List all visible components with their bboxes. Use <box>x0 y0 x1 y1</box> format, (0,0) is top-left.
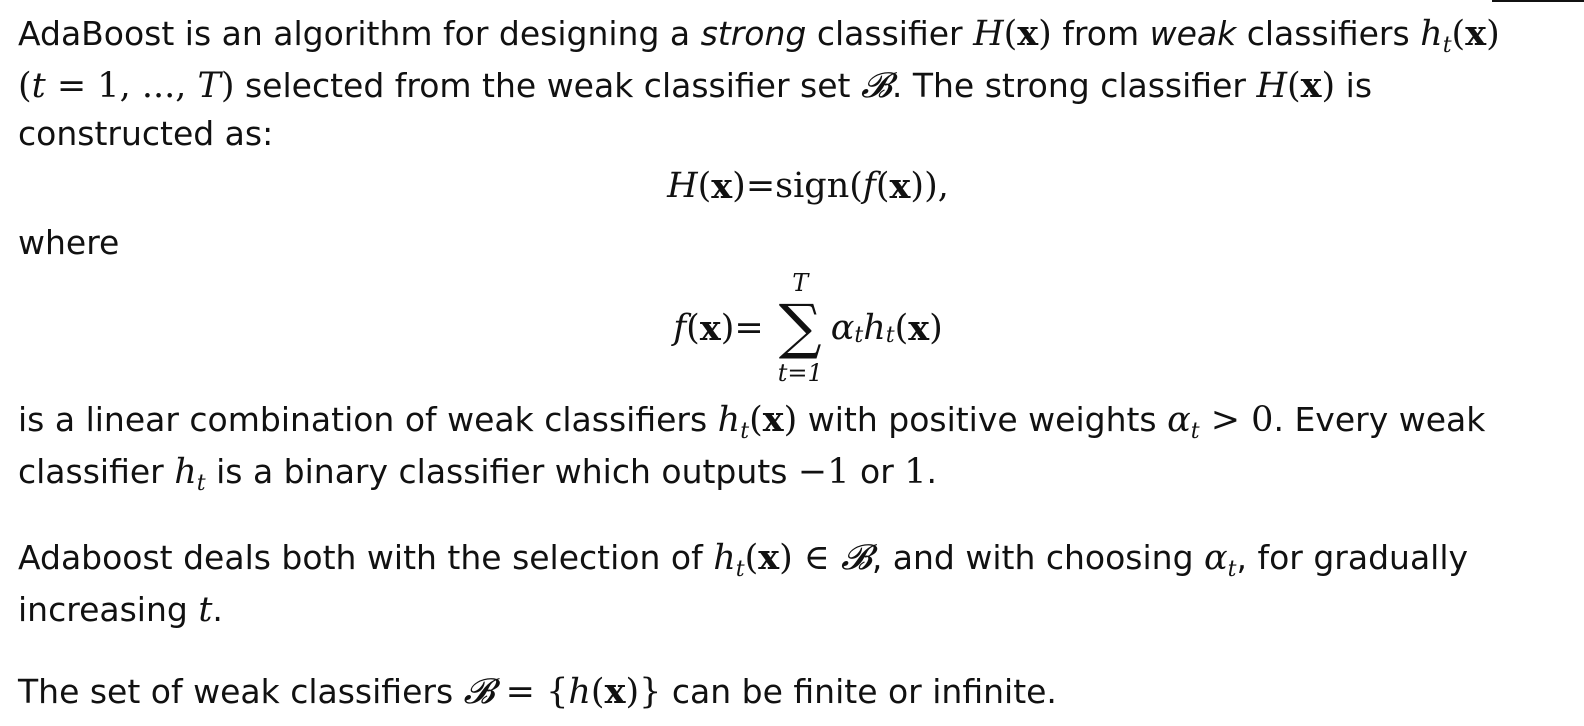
math-element-of: ∈ <box>792 538 841 578</box>
math-H: H <box>667 165 698 206</box>
math-paren: ( <box>749 400 763 440</box>
document-page <box>18 10 1558 716</box>
paragraph-gap <box>18 500 1558 534</box>
text-segment: or <box>849 452 905 491</box>
set-paragraph <box>18 668 1558 716</box>
math-equals: = <box>745 165 776 206</box>
sum-sign: ∑ <box>778 292 822 362</box>
math-paren: ) <box>1486 14 1500 54</box>
math-paren: ( <box>1003 14 1018 54</box>
math-paren: ) <box>783 400 798 440</box>
math-subscript-t: t <box>854 322 864 348</box>
math-paren: ( <box>875 165 890 206</box>
emphasis-weak: weak <box>1149 14 1237 53</box>
top-right-rule <box>1492 0 1584 2</box>
math-paren: ( <box>744 538 759 578</box>
math-paren: ) <box>779 538 793 578</box>
emphasis-strong: strong <box>700 14 807 53</box>
math-bold-x: x <box>758 537 780 578</box>
selection-paragraph-line-2 <box>18 586 1558 634</box>
intro-paragraph-line-1 <box>18 10 1558 62</box>
math-H: H <box>1256 66 1287 106</box>
math-T: T <box>197 66 221 106</box>
text-segment: is a binary classifier which outputs <box>205 452 798 491</box>
math-f: f <box>862 165 876 206</box>
math-paren: ( <box>894 307 909 348</box>
math-alpha: α <box>830 307 855 348</box>
math-subscript-t: t <box>735 557 745 582</box>
math-minus-one: −1 <box>797 452 850 492</box>
math-paren: ( <box>697 165 712 206</box>
math-paren: ) <box>732 165 746 206</box>
where-label: where <box>18 223 120 262</box>
math-comma: , <box>937 165 949 206</box>
text-segment: with positive weights <box>797 400 1168 439</box>
math-bold-x: x <box>762 399 784 440</box>
selection-paragraph-line-1 <box>18 534 1558 586</box>
math-paren: ( <box>590 672 605 712</box>
math-t: t <box>31 66 46 106</box>
math-paren: ) <box>625 672 640 712</box>
math-paren: ( <box>1451 14 1466 54</box>
math-bold-x: x <box>908 307 930 349</box>
math-paren: ) <box>720 307 735 348</box>
text-segment: . <box>926 452 938 491</box>
text-segment: classifier <box>18 452 175 491</box>
math-bold-x: x <box>1465 13 1487 54</box>
math-equals: = <box>734 307 764 348</box>
text-segment: . <box>212 590 223 629</box>
math-h: h <box>568 672 591 712</box>
math-subscript-t: t <box>1442 33 1452 58</box>
math-h: h <box>1420 14 1443 54</box>
math-paren: ( <box>686 307 700 348</box>
math-h: h <box>713 538 736 578</box>
math-bold-x: x <box>711 165 733 207</box>
math-paren: ) <box>929 307 943 348</box>
math-paren: ( <box>18 66 32 106</box>
math-subscript-t: t <box>1227 557 1237 582</box>
math-set-B: 𝓑 <box>463 672 495 712</box>
math-set-B: 𝓑 <box>860 66 892 106</box>
math-one: 1 <box>904 452 927 492</box>
text-segment: selected from the weak classifier set <box>234 66 861 105</box>
math-paren: ) <box>924 165 938 206</box>
text-segment: is a linear combination of weak classifiers <box>18 400 718 439</box>
text-segment: AdaBoost is an algorithm for designing a <box>18 14 701 53</box>
math-bold-x: x <box>1300 65 1322 106</box>
math-range: = 1, ..., <box>45 66 198 106</box>
sum-lower-limit: t=1 <box>777 359 823 387</box>
text-segment: can be finite or infinite. <box>661 672 1057 711</box>
combination-paragraph-line-1 <box>18 396 1558 448</box>
math-bold-x: x <box>604 671 626 712</box>
math-t: t <box>198 590 213 630</box>
math-h: h <box>717 400 741 440</box>
math-bold-x: x <box>699 307 721 349</box>
text-segment: . Every weak <box>1273 400 1486 439</box>
math-alpha: α <box>1167 400 1191 440</box>
math-equals: = <box>494 672 547 712</box>
math-bold-x: x <box>889 165 911 207</box>
math-H: H <box>973 14 1004 54</box>
text-segment: . The strong classifier <box>891 66 1257 105</box>
math-brace: } <box>639 672 662 712</box>
math-sign-function: sign <box>775 165 850 206</box>
text-segment: is <box>1335 66 1373 105</box>
paragraph-gap <box>18 634 1558 668</box>
math-paren: ) <box>220 66 235 106</box>
math-brace: { <box>546 672 569 712</box>
text-segment: increasing <box>18 590 199 629</box>
equation-strong-classifier <box>18 161 1558 211</box>
math-paren: ( <box>1286 66 1301 106</box>
summation <box>778 271 823 385</box>
equation-linear-combination <box>18 266 1558 390</box>
text-segment: Adaboost deals both with the selection of <box>18 538 714 577</box>
math-h: h <box>174 452 197 492</box>
math-h: h <box>863 307 886 348</box>
math-bold-x: x <box>1017 13 1039 54</box>
sum-upper-limit: T <box>792 269 809 297</box>
text-segment: , for gradually <box>1236 538 1469 577</box>
math-subscript-t: t <box>1190 419 1200 444</box>
math-subscript-t: t <box>885 322 895 348</box>
math-alpha: α <box>1204 538 1228 578</box>
text-segment: from <box>1051 14 1150 53</box>
math-paren: ) <box>1321 66 1336 106</box>
math-paren: ) <box>1038 14 1052 54</box>
text-segment: classifier <box>806 14 974 53</box>
math-subscript-t: t <box>740 419 750 444</box>
combination-paragraph-line-2 <box>18 448 1558 500</box>
text-segment: The set of weak classifiers <box>18 672 464 711</box>
math-set-B: 𝓑 <box>840 538 872 578</box>
intro-paragraph-line-3: constructed as: <box>18 114 274 153</box>
math-f: f <box>673 307 687 348</box>
text-segment: classifiers <box>1236 14 1421 53</box>
text-segment: , and with choosing <box>871 538 1205 577</box>
math-paren: ) <box>910 165 925 206</box>
math-gt-zero: > 0 <box>1199 400 1274 440</box>
math-subscript-t: t <box>196 471 206 496</box>
math-paren: ( <box>849 165 863 206</box>
intro-paragraph-line-2 <box>18 62 1558 110</box>
